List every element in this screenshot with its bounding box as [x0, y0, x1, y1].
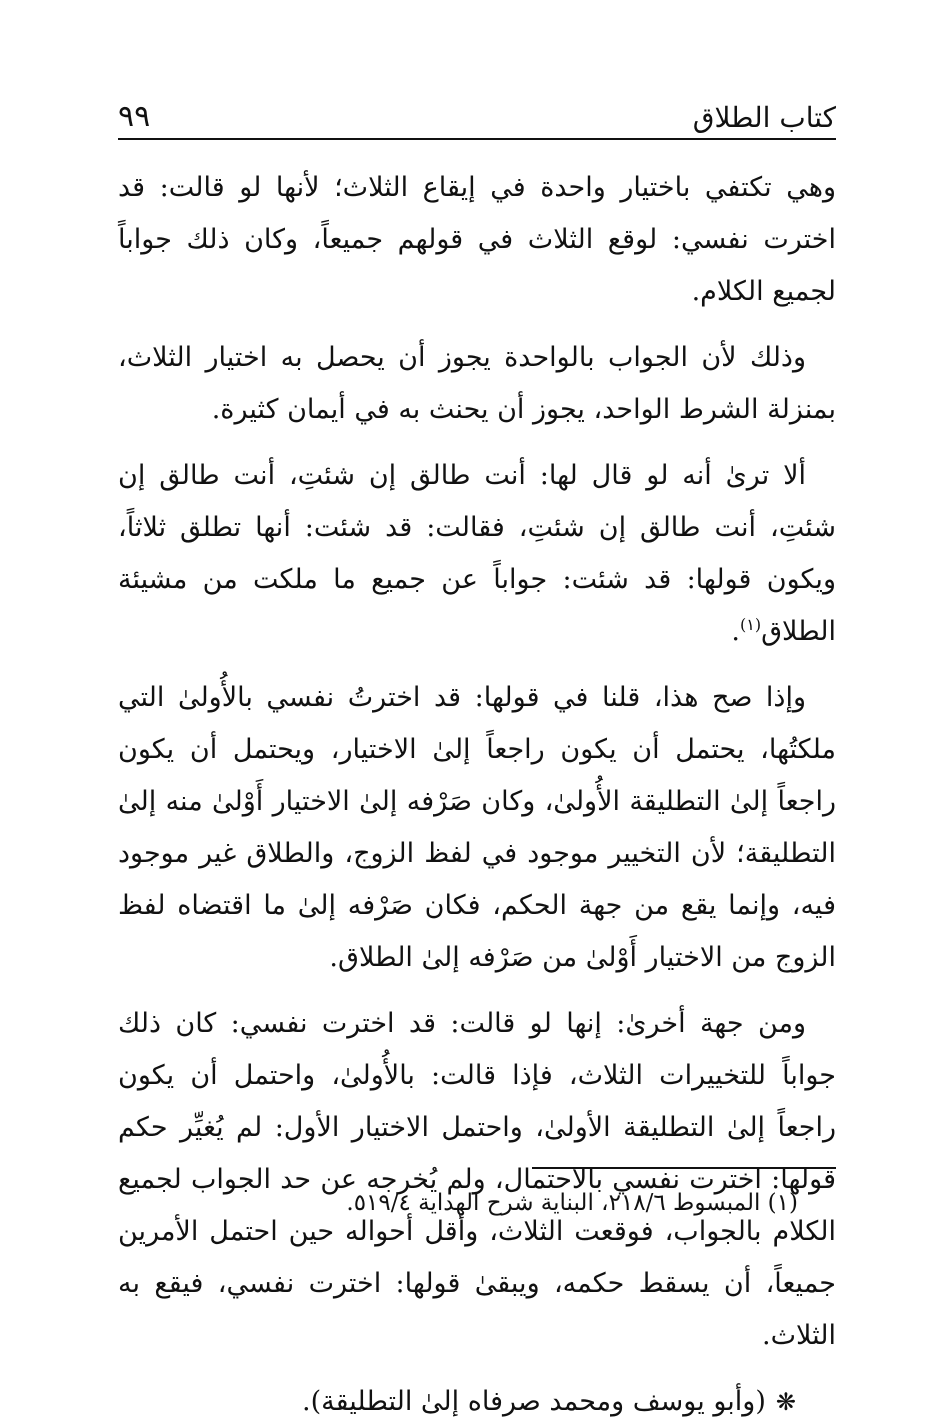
bullet-note-text: (وأبو يوسف ومحمد صرفاه إلىٰ التطليقة).	[301, 1386, 766, 1417]
page-number: ٩٩	[118, 99, 151, 134]
footnote-divider	[532, 1167, 836, 1169]
paragraph-1	[118, 162, 836, 318]
running-title: كتاب الطلاق	[692, 101, 836, 134]
paragraph-4-text: وإذا صح هذا، قلنا في قولها: قد اخترتُ نفسي بالأُولىٰ التي ملكتُها، يحتمل أن يكون راجعاً إلىٰ الاختيار، ويحتمل أن يكون راجعاً إلىٰ التطليقة الأُولىٰ، وكان صَرْفه إلىٰ الاختيار أَوْلىٰ منه إلىٰ التطليقة؛ لأن التخيير موجود في لفظ الزوج، والطلاق غير موجود فيه، وإنما يقع من جهة الحكم، فكان صَرْفه إلىٰ ما اقتضاه لفظ الزوج من الاختيار أَوْلىٰ من صَرْفه إلىٰ الطلاق.	[118, 682, 836, 973]
bullet-note	[118, 1376, 836, 1428]
page-header	[118, 88, 836, 140]
paragraph-4	[118, 672, 836, 984]
footnote: (١) المبسوط ٢١٨/٦، البناية شرح الهداية ٥١٩/٤.	[346, 1190, 798, 1216]
paragraph-3	[118, 450, 836, 658]
paragraph-3-tail: .	[731, 616, 740, 647]
paragraph-2-text: وذلك لأن الجواب بالواحدة يجوز أن يحصل به اختيار الثلاث، بمنزلة الشرط الواحد، يجوز أن يحنث به في أيمان كثيرة.	[118, 342, 836, 425]
paragraph-5	[118, 998, 836, 1362]
footnote-reference: (١)	[739, 615, 762, 634]
main-text	[118, 162, 836, 1428]
paragraph-3-text: ألا ترىٰ أنه لو قال لها: أنت طالق إن شئتِ، أنت طالق إن شئتِ، أنت طالق إن شئتِ، فقالت: قد شئت: أنها تطلق ثلاثاً، ويكون قولها: قد شئت: جواباً عن جميع ما ملكت من مشيئة الطلاق	[118, 460, 836, 647]
paragraph-5-text: ومن جهة أخرىٰ: إنها لو قالت: قد اخترت نفسي: كان ذلك جواباً للتخييرات الثلاث، فإذا قالت: بالأُولىٰ، واحتمل أن يكون راجعاً إلىٰ التطليقة الأولىٰ، واحتمل الاختيار الأول: لم يُغيِّر حكم قولها: اخترت نفسي بالاحتمال، ولم يُخرجه عن حد الجواب لجميع الكلام بالجواب، فوقعت الثلاث، وأقل أحواله حين احتمل الأمرين جميعاً، أن يسقط حكمه، ويبقىٰ قولها: اخترت نفسي، فيقع به الثلاث.	[118, 1008, 836, 1351]
paragraph-1-text: وهي تكتفي باختيار واحدة في إيقاع الثلاث؛ لأنها لو قالت: قد اخترت نفسي: لوقع الثلاث في قولهم جميعاً، وكان ذلك جواباً لجميع الكلام.	[118, 172, 836, 307]
asterism-icon: ❋	[775, 1388, 796, 1416]
paragraph-2	[118, 332, 836, 436]
